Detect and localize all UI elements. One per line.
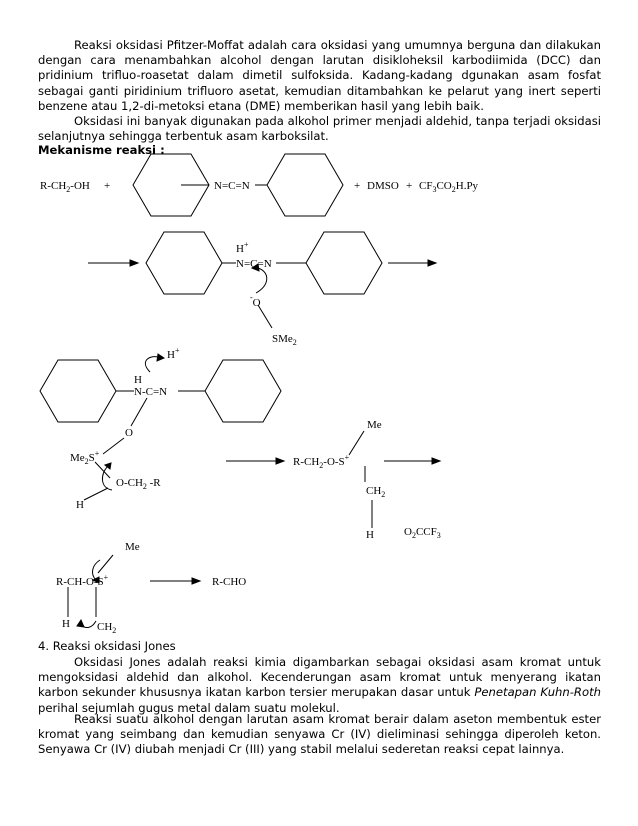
methylene-label: $CH_2$ — [366, 485, 386, 499]
cyclohexane-ring — [40, 360, 116, 422]
plus-sign: + — [104, 180, 111, 192]
cyclohexane-ring — [146, 232, 222, 294]
methylene-label: $CH_2$ — [97, 621, 117, 635]
proton-label: H+ — [236, 240, 249, 255]
sulfur-ylide-label: R-CH-O-S+ — [56, 573, 109, 588]
methyl-label: Me — [125, 541, 140, 553]
hydrogen-label: H — [366, 529, 374, 541]
plus-sign: + — [354, 180, 361, 192]
hydrogen-label: H — [62, 618, 70, 630]
mechanism-heading: Mekanisme reaksi : — [38, 143, 165, 157]
paragraph-jones-oxidation: Oksidasi Jones adalah reaksi kimia digambarkan sebagai oksidasi asam kromat untuk mengoksidasi aldehid dan alkohol. Kecenderungan asam kromat untuk menyerang ikatan karbon sekunder khususnya ikatan karbon tersier merupakan dasar untuk Penetapan Kuhn-Roth perihal sejumlah gugus metal dalam suatu molekul. — [38, 655, 601, 715]
dmso-label: DMSO — [367, 180, 399, 192]
sulfonium-label: $Me_2S^+$ — [70, 449, 100, 466]
proton-label: H+ — [167, 346, 180, 361]
aldehyde-product-label: R-CHO — [212, 576, 247, 588]
hydrogen-label: H — [76, 499, 84, 511]
methyl-label: Me — [367, 419, 382, 431]
alcohol-reactant: $R-CH_2-OH$ — [40, 180, 90, 194]
protonated-dcc-core: N=C=N — [236, 258, 272, 270]
electron-arrow — [145, 357, 158, 372]
oxygen-label: O — [125, 427, 133, 439]
paragraph-chromate-ester: Reaksi suatu alkohol dengan larutan asam kromat berair dalam aseton membentuk ester kromat yang seimbang dan kemudian senyawa Cr (IV) dieliminasi sehingga diperoleh keton. Senyawa Cr (IV) diubah menjadi Cr (III) yang stabil melalui sederetan reaksi cepat lainnya. — [38, 712, 601, 757]
trifluoroacetate-label: $O_2CCF_3$ — [404, 526, 441, 540]
hydrogen-label: H — [134, 374, 142, 386]
dimethyl-sulfide-label: SMe$_2$ — [272, 333, 297, 347]
electron-arrow — [102, 466, 112, 490]
urea-core-label: N-C=N — [134, 386, 168, 398]
alkoxysulfonium-label: $R-CH_2-O-S^+$ — [293, 453, 350, 470]
dcc-core-label: N=C=N — [214, 180, 250, 192]
kuhn-roth-term: Penetapan Kuhn-Roth — [474, 685, 601, 700]
electron-arrow — [256, 268, 267, 293]
alkoxy-label: $O-CH_2$ -R — [116, 477, 161, 491]
cyclohexane-ring — [306, 232, 382, 294]
paragraph-primary-alcohol: Oksidasi ini banyak digunakan pada alkohol primer menjadi aldehid, tanpa terjadi oksidasi selanjutnya sehingga terbentuk asam karboksilat. — [38, 114, 601, 144]
section-heading-jones: 4. Reaksi oksidasi Jones — [38, 639, 176, 653]
paragraph-pfitzer-moffat: Reaksi oksidasi Pfitzer-Moffat adalah cara oksidasi yang umumnya berguna dan dilakukan dengan cara menambahkan alcohol dengan larutan disikloheksil karbodiimida (DCC) dan pridinium trifluo-roasetat dalam dimetil sulfoksida. Kadang-kadang dgunakan asam fosfat sebagai ganti piridinium trifluoro asetat, kemudian ditambahkan ke pelarut yang inert seperti benzene atau 1,2-di-metoksi etana (DME) memberikan hasil yang lebih baik. — [38, 38, 601, 113]
pyridinium-trifluoroacetate-label: $CF_3CO_2H.Py$ — [419, 180, 479, 194]
oxide-anion-label: -O — [250, 293, 261, 309]
plus-sign: + — [406, 180, 413, 192]
cyclohexane-ring — [267, 154, 343, 216]
cyclohexane-ring — [205, 360, 281, 422]
